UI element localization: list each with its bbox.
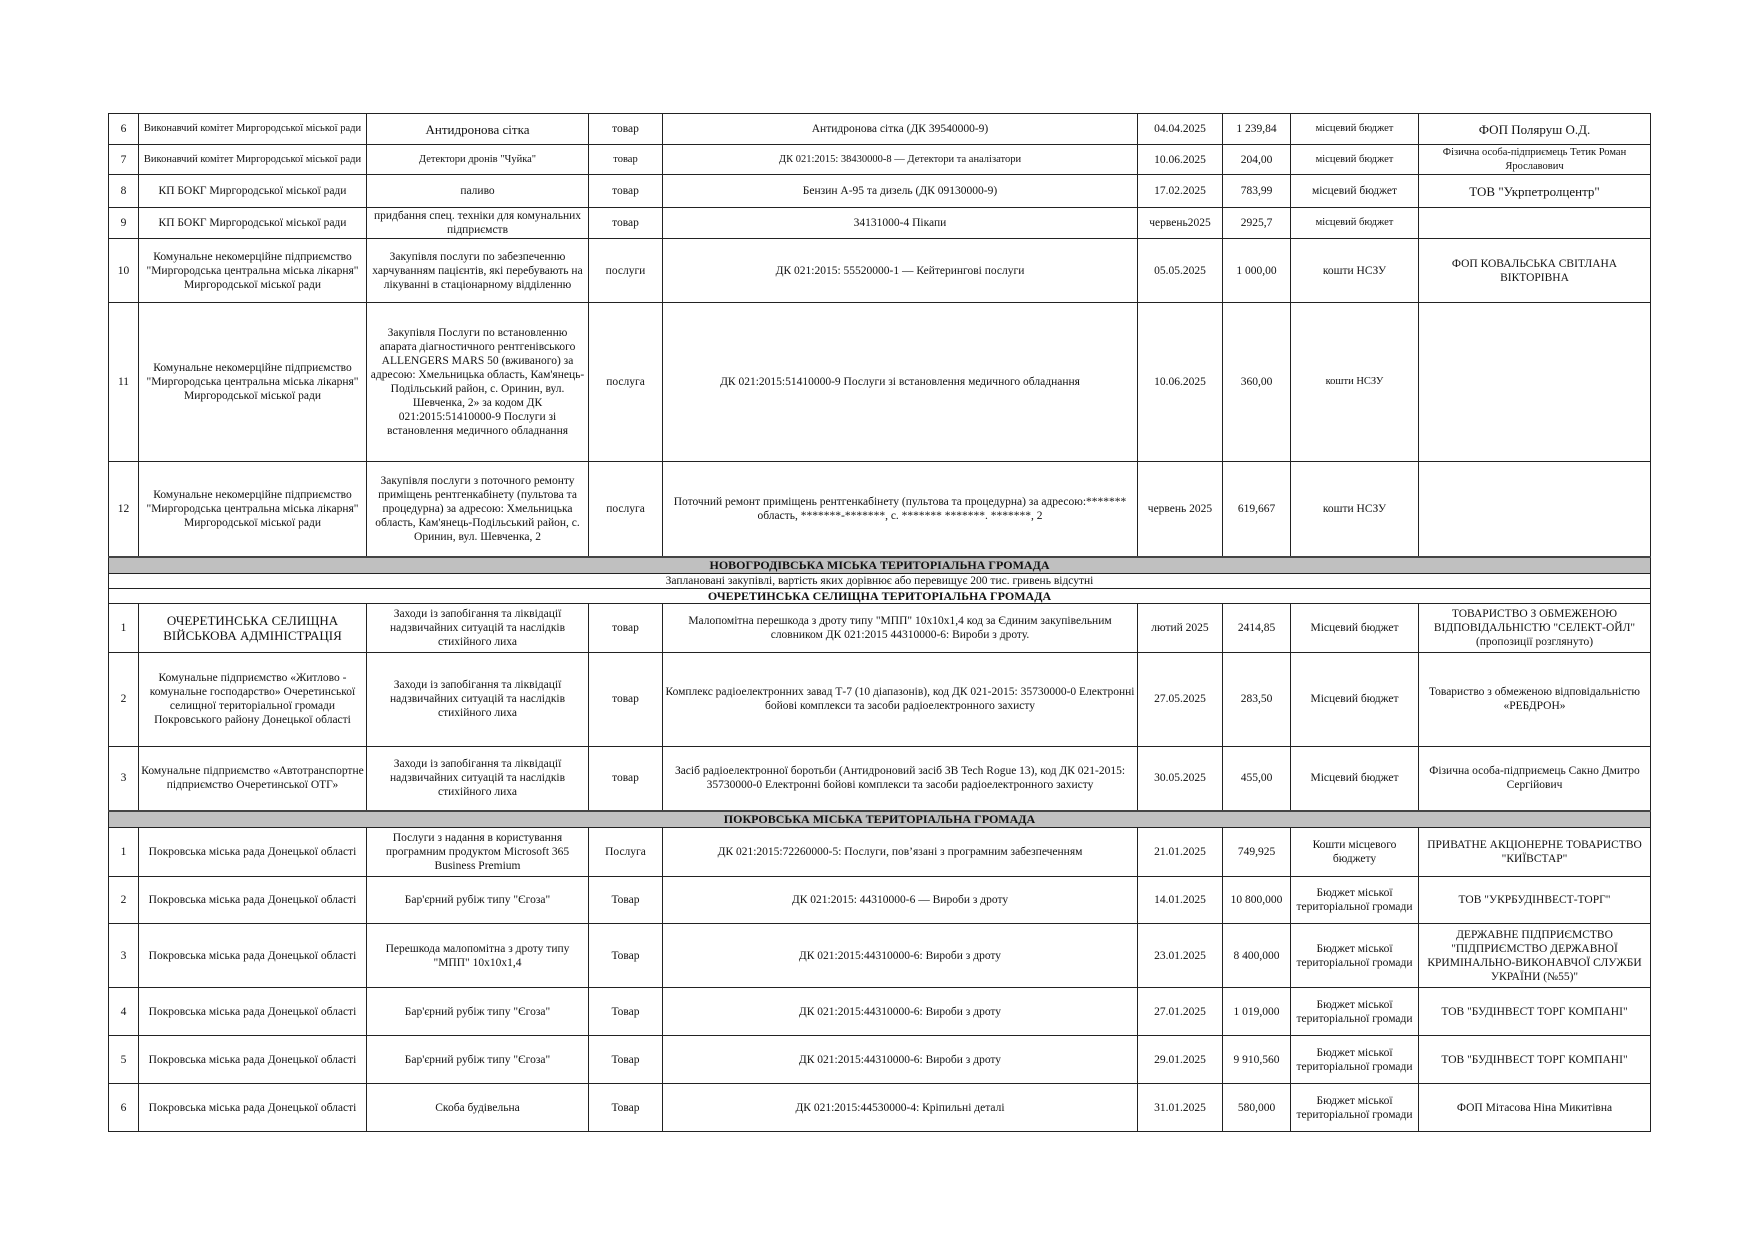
cell-n: 3 [109, 746, 139, 811]
cell-fund: Кошти місцевого бюджету [1291, 828, 1419, 877]
cell-fund: Місцевий бюджет [1291, 652, 1419, 746]
cell-supplier: ТОВАРИСТВО З ОБМЕЖЕНОЮ ВІДПОВІДАЛЬНІСТЮ "СЕЛЕКТ-ОЙЛ" (пропозиції розглянуто) [1419, 603, 1651, 652]
cell-type: Товар [589, 1084, 663, 1132]
mirgorod-rows [109, 114, 1651, 557]
cell-supplier [1419, 303, 1651, 462]
section-header-pokrovsk: ПОКРОВСЬКА МІСЬКА ТЕРИТОРІАЛЬНА ГРОМАДА [109, 811, 1651, 828]
cell-n: 1 [109, 828, 139, 877]
cell-amount: 2925,7 [1223, 208, 1291, 239]
cell-type: Товар [589, 877, 663, 924]
cell-customer: Комунальне підприємство «Автотранспортне підприємство Очеретинської ОТГ» [139, 746, 367, 811]
cell-supplier: ТОВ "УКРБУДІНВЕСТ-ТОРГ" [1419, 877, 1651, 924]
cell-n: 4 [109, 988, 139, 1036]
cell-subject: Детектори дронів "Чуйка" [367, 145, 589, 175]
cell-type: товар [589, 652, 663, 746]
cell-fund: Місцевий бюджет [1291, 746, 1419, 811]
cell-subject: паливо [367, 175, 589, 208]
cell-fund: Бюджет міської територіальної громади [1291, 877, 1419, 924]
cell-customer: Комунальне підприємство «Житлово - комунальне господарство» Очеретинської селищної територіальної громади Покровського району Донецької області [139, 652, 367, 746]
cell-n: 10 [109, 239, 139, 303]
cell-customer: Комунальне некомерційне підприємство "Миргородська центральна міська лікарня" Миргородської міської ради [139, 462, 367, 557]
cell-fund: місцевий бюджет [1291, 145, 1419, 175]
cell-n: 9 [109, 208, 139, 239]
cell-fund: Бюджет міської територіальної громади [1291, 924, 1419, 988]
cell-fund: кошти НСЗУ [1291, 462, 1419, 557]
cell-amount: 2414,85 [1223, 603, 1291, 652]
cell-amount: 204,00 [1223, 145, 1291, 175]
cell-date: 04.04.2025 [1138, 114, 1223, 145]
cell-code: ДК 021:2015:44530000-4: Кріпильні деталі [663, 1084, 1138, 1132]
cell-date: лютий 2025 [1138, 603, 1223, 652]
cell-fund: кошти НСЗУ [1291, 239, 1419, 303]
cell-n: 12 [109, 462, 139, 557]
cell-code: Засіб радіоелектронної боротьби (Антидроновий засіб ЗВ Tech Rogue 13), код ДК 021-2015: 35730000-0 Електронні бойові комплекси та засоби радіоелектронного захисту [663, 746, 1138, 811]
cell-supplier: ПРИВАТНЕ АКЦІОНЕРНЕ ТОВАРИСТВО "КИЇВСТАР" [1419, 828, 1651, 877]
cell-subject: придбання спец. техніки для комунальних підприємств [367, 208, 589, 239]
cell-code: ДК 021:2015:44310000-6: Вироби з дроту [663, 1036, 1138, 1084]
cell-supplier: Фізична особа-підприємець Сакно Дмитро Сергійович [1419, 746, 1651, 811]
cell-amount: 1 000,00 [1223, 239, 1291, 303]
cell-code: ДК 021:2015:72260000-5: Послуги, пов’язані з програмним забезпеченням [663, 828, 1138, 877]
cell-n: 6 [109, 114, 139, 145]
cell-subject: Заходи із запобігання та ліквідації надзвичайних ситуацій та наслідків стихійного лиха [367, 746, 589, 811]
cell-supplier: ТОВ "БУДІНВЕСТ ТОРГ КОМПАНІ" [1419, 988, 1651, 1036]
cell-type: Послуга [589, 828, 663, 877]
cell-subject: Послуги з надання в користування програмним продуктом Microsoft 365 Business Premium [367, 828, 589, 877]
cell-type: послуга [589, 303, 663, 462]
cell-subject: Бар'єрний рубіж типу "Єгоза" [367, 877, 589, 924]
table-row [109, 652, 1651, 746]
cell-n: 5 [109, 1036, 139, 1084]
cell-fund: місцевий бюджет [1291, 114, 1419, 145]
cell-n: 1 [109, 603, 139, 652]
table-row [109, 924, 1651, 988]
cell-subject: Бар'єрний рубіж типу "Єгоза" [367, 1036, 589, 1084]
cell-subject: Перешкода малопомітна з дроту типу "МПП" 10х10х1,4 [367, 924, 589, 988]
cell-type: товар [589, 746, 663, 811]
cell-subject: Заходи із запобігання та ліквідації надзвичайних ситуацій та наслідків стихійного лиха [367, 603, 589, 652]
cell-customer: КП БОКГ Миргородської міської ради [139, 175, 367, 208]
cell-supplier: ФОП Мітасова Ніна Микитівна [1419, 1084, 1651, 1132]
cell-code: 34131000-4 Пікапи [663, 208, 1138, 239]
cell-customer: Покровська міська рада Донецької області [139, 988, 367, 1036]
procurement-table [108, 113, 1651, 1132]
cell-fund: місцевий бюджет [1291, 175, 1419, 208]
cell-subject: Закупівля послуги по забезпеченню харчуванням пацієнтів, які перебувають на лікуванні в стаціонарному відділенню [367, 239, 589, 303]
cell-supplier: ФОП КОВАЛЬСЬКА СВІТЛАНА ВІКТОРІВНА [1419, 239, 1651, 303]
cell-type: Товар [589, 1036, 663, 1084]
cell-subject: Закупівля Послуги по встановленню апарата діагностичного рентгенівського ALLENGERS MARS 50 (вживаного) за адресою: Хмельницька область, Кам'янець-Подільський район, с. Оринин, вул. Шевченка, 2» за кодом ДК 021:2015:51410000-9 Послуги зі встановлення медичного обладнання [367, 303, 589, 462]
cell-n: 6 [109, 1084, 139, 1132]
cell-type: товар [589, 603, 663, 652]
section-header-novohrodivka: НОВОГРОДІВСЬКА МІСЬКА ТЕРИТОРІАЛЬНА ГРОМАДА [109, 557, 1651, 574]
cell-n: 7 [109, 145, 139, 175]
cell-type: послуги [589, 239, 663, 303]
cell-customer: КП БОКГ Миргородської міської ради [139, 208, 367, 239]
cell-amount: 619,667 [1223, 462, 1291, 557]
cell-code: ДК 021:2015: 38430000-8 — Детектори та аналізатори [663, 145, 1138, 175]
cell-date: червень2025 [1138, 208, 1223, 239]
cell-date: 21.01.2025 [1138, 828, 1223, 877]
table-row [109, 877, 1651, 924]
cell-amount: 283,50 [1223, 652, 1291, 746]
cell-amount: 1 019,000 [1223, 988, 1291, 1036]
cell-customer: Виконавчий комітет Миргородської міської ради [139, 114, 367, 145]
cell-supplier [1419, 462, 1651, 557]
cell-subject: Скоба будівельна [367, 1084, 589, 1132]
cell-date: червень 2025 [1138, 462, 1223, 557]
table-row [109, 988, 1651, 1036]
cell-fund: кошти НСЗУ [1291, 303, 1419, 462]
table-row [109, 145, 1651, 175]
cell-amount: 1 239,84 [1223, 114, 1291, 145]
pokrovsk-rows [109, 828, 1651, 1132]
cell-date: 29.01.2025 [1138, 1036, 1223, 1084]
cell-customer: Покровська міська рада Донецької області [139, 877, 367, 924]
cell-customer: Виконавчий комітет Миргородської міської ради [139, 145, 367, 175]
cell-type: послуга [589, 462, 663, 557]
cell-fund: Місцевий бюджет [1291, 603, 1419, 652]
cell-date: 27.01.2025 [1138, 988, 1223, 1036]
table-row [109, 175, 1651, 208]
cell-date: 30.05.2025 [1138, 746, 1223, 811]
cell-date: 14.01.2025 [1138, 877, 1223, 924]
cell-amount: 749,925 [1223, 828, 1291, 877]
table-row [109, 603, 1651, 652]
cell-supplier [1419, 208, 1651, 239]
cell-customer: Покровська міська рада Донецької області [139, 1084, 367, 1132]
cell-customer: Комунальне некомерційне підприємство "Миргородська центральна міська лікарня" Миргородської міської ради [139, 303, 367, 462]
cell-amount: 9 910,560 [1223, 1036, 1291, 1084]
cell-customer: Покровська міська рада Донецької області [139, 1036, 367, 1084]
cell-code: ДК 021:2015:44310000-6: Вироби з дроту [663, 988, 1138, 1036]
cell-type: Товар [589, 988, 663, 1036]
cell-customer: Покровська міська рада Донецької області [139, 828, 367, 877]
pokrovsk-section [109, 811, 1651, 828]
cell-subject: Закупівля послуги з поточного ремонту приміщень рентгенкабінету (пультова та процедурна) за адресою: Хмельницька область, Кам'янець-Подільський район, с. Оринин, вул. Шевченка, 2 [367, 462, 589, 557]
cell-n: 2 [109, 877, 139, 924]
cell-code: Бензин А-95 та дизель (ДК 09130000-9) [663, 175, 1138, 208]
cell-customer: Покровська міська рада Донецької області [139, 924, 367, 988]
cell-date: 27.05.2025 [1138, 652, 1223, 746]
table-row [109, 303, 1651, 462]
table-row [109, 462, 1651, 557]
cell-fund: Бюджет міської територіальної громади [1291, 1036, 1419, 1084]
cell-subject: Антидронова сітка [367, 114, 589, 145]
table-row [109, 208, 1651, 239]
cell-amount: 455,00 [1223, 746, 1291, 811]
cell-supplier: ТОВ "Укрпетролцентр" [1419, 175, 1651, 208]
cell-subject: Заходи із запобігання та ліквідації надзвичайних ситуацій та наслідків стихійного лиха [367, 652, 589, 746]
cell-code: ДК 021:2015:44310000-6: Вироби з дроту [663, 924, 1138, 988]
cell-code: Антидронова сітка (ДК 39540000-9) [663, 114, 1138, 145]
section-header-ocheretyne: ОЧЕРЕТИНСЬКА СЕЛИЩНА ТЕРИТОРІАЛЬНА ГРОМАДА [109, 588, 1651, 603]
cell-n: 2 [109, 652, 139, 746]
table-row [109, 1084, 1651, 1132]
cell-code: Поточний ремонт приміщень рентгенкабінету (пультова та процедурна) за адресою:******* область, *******-*******, с. ******* *******. *******, 2 [663, 462, 1138, 557]
cell-type: товар [589, 114, 663, 145]
cell-date: 17.02.2025 [1138, 175, 1223, 208]
cell-customer: Комунальне некомерційне підприємство "Миргородська центральна міська лікарня" Миргородської міської ради [139, 239, 367, 303]
cell-code: ДК 021:2015: 55520000-1 — Кейтерингові послуги [663, 239, 1138, 303]
cell-amount: 8 400,000 [1223, 924, 1291, 988]
cell-type: товар [589, 208, 663, 239]
cell-code: Комплекс радіоелектронних завад Т-7 (10 діапазонів), код ДК 021-2015: 35730000-0 Електронні бойові комплекси та засоби радіоелектронного захисту [663, 652, 1138, 746]
cell-n: 8 [109, 175, 139, 208]
section-note-novohrodivka: Заплановані закупівлі, вартість яких дорівнює або перевищує 200 тис. гривень відсутні [109, 573, 1651, 588]
cell-date: 31.01.2025 [1138, 1084, 1223, 1132]
table-row [109, 746, 1651, 811]
cell-date: 23.01.2025 [1138, 924, 1223, 988]
cell-supplier: ФОП Поляруш О.Д. [1419, 114, 1651, 145]
cell-amount: 360,00 [1223, 303, 1291, 462]
cell-code: ДК 021:2015: 44310000-6 — Вироби з дроту [663, 877, 1138, 924]
cell-type: товар [589, 145, 663, 175]
cell-supplier: Фізична особа-підприємець Тетик Роман Ярославович [1419, 145, 1651, 175]
table-row [109, 828, 1651, 877]
cell-supplier: Товариство з обмеженою відповідальністю «РЕБДРОН» [1419, 652, 1651, 746]
table-row [109, 1036, 1651, 1084]
cell-customer: ОЧЕРЕТИНСЬКА СЕЛИЩНА ВІЙСЬКОВА АДМІНІСТРАЦІЯ [139, 603, 367, 652]
cell-n: 3 [109, 924, 139, 988]
cell-fund: місцевий бюджет [1291, 208, 1419, 239]
cell-fund: Бюджет міської територіальної громади [1291, 1084, 1419, 1132]
cell-code: Малопомітна перешкода з дроту типу "МПП" 10х10х1,4 код за Єдиним закупівельним словником ДК 021:2015 44310000-6: Вироби з дроту. [663, 603, 1138, 652]
cell-subject: Бар'єрний рубіж типу "Єгоза" [367, 988, 589, 1036]
cell-date: 10.06.2025 [1138, 303, 1223, 462]
cell-date: 10.06.2025 [1138, 145, 1223, 175]
table-row [109, 239, 1651, 303]
cell-amount: 783,99 [1223, 175, 1291, 208]
cell-supplier: ТОВ "БУДІНВЕСТ ТОРГ КОМПАНІ" [1419, 1036, 1651, 1084]
ocheretyne-rows [109, 603, 1651, 811]
cell-date: 05.05.2025 [1138, 239, 1223, 303]
cell-amount: 10 800,000 [1223, 877, 1291, 924]
cell-fund: Бюджет міської територіальної громади [1291, 988, 1419, 1036]
table-row [109, 114, 1651, 145]
cell-supplier: ДЕРЖАВНЕ ПІДПРИЄМСТВО "ПІДПРИЄМСТВО ДЕРЖАВНОЇ КРИМІНАЛЬНО-ВИКОНАВЧОЇ СЛУЖБИ УКРАЇНИ (№55)" [1419, 924, 1651, 988]
cell-n: 11 [109, 303, 139, 462]
cell-amount: 580,000 [1223, 1084, 1291, 1132]
novohrodivka-section [109, 557, 1651, 604]
cell-type: Товар [589, 924, 663, 988]
cell-type: товар [589, 175, 663, 208]
cell-code: ДК 021:2015:51410000-9 Послуги зі встановлення медичного обладнання [663, 303, 1138, 462]
